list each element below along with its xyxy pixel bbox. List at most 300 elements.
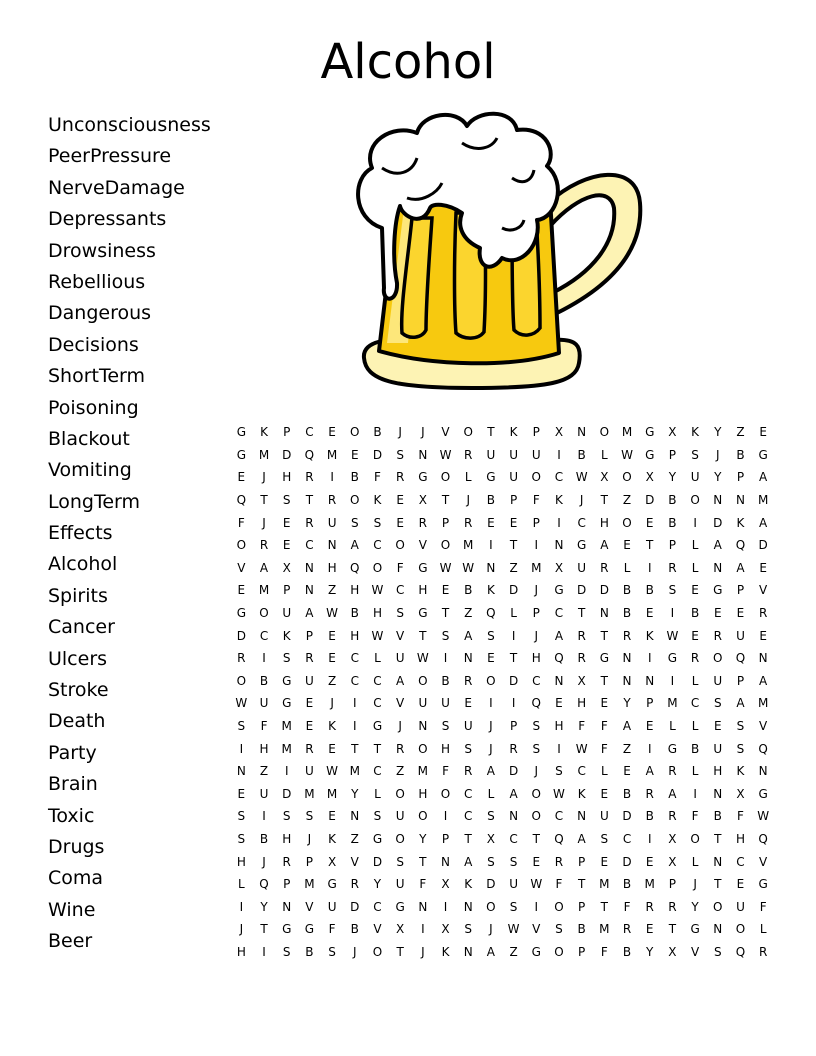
grid-letter: R xyxy=(464,447,473,462)
grid-letter: K xyxy=(328,719,337,734)
grid-letter: I xyxy=(353,719,357,734)
grid-letter: G xyxy=(282,673,292,688)
grid-letter: M xyxy=(599,922,610,937)
grid-letter: G xyxy=(758,786,768,801)
grid-letter: K xyxy=(736,515,745,530)
grid-letter: M xyxy=(757,696,769,711)
grid-letter: H xyxy=(554,719,564,734)
grid-letter: R xyxy=(464,764,473,779)
grid-letter: E xyxy=(441,583,450,598)
grid-letter: K xyxy=(486,583,495,598)
grid-letter: A xyxy=(713,538,722,553)
grid-letter: J xyxy=(421,944,425,959)
word-list-item: Death xyxy=(48,710,106,733)
grid-letter: R xyxy=(668,899,677,914)
grid-letter: S xyxy=(532,719,541,734)
grid-row xyxy=(230,624,775,647)
grid-letter: E xyxy=(600,786,609,801)
grid-letter: B xyxy=(622,944,632,959)
grid-letter: Z xyxy=(622,741,632,756)
grid-letter: U xyxy=(713,673,723,688)
grid-letter: O xyxy=(236,673,247,688)
grid-letter: Q xyxy=(554,831,564,846)
grid-letter: M xyxy=(304,786,315,801)
grid-letter: W xyxy=(462,560,475,575)
grid-letter: U xyxy=(327,899,337,914)
grid-letter: R xyxy=(758,944,768,959)
grid-letter: W xyxy=(553,786,565,801)
grid-letter: Y xyxy=(691,899,699,914)
grid-letter: S xyxy=(305,809,314,824)
grid-letter: Z xyxy=(396,764,405,779)
grid-letter: H xyxy=(577,696,587,711)
grid-letter: T xyxy=(260,922,268,937)
grid-letter: P xyxy=(578,854,586,869)
grid-letter: J xyxy=(330,696,334,711)
grid-letter: T xyxy=(509,651,518,666)
grid-row xyxy=(230,873,775,896)
grid-letter: N xyxy=(554,538,564,553)
grid-letter: F xyxy=(691,809,699,824)
grid-letter: H xyxy=(441,741,451,756)
grid-letter: B xyxy=(645,583,654,598)
grid-letter: P xyxy=(532,606,540,621)
grid-letter: W xyxy=(439,560,452,575)
grid-letter: X xyxy=(736,786,745,801)
grid-letter: S xyxy=(487,809,495,824)
grid-letter: I xyxy=(534,538,539,553)
grid-letter: A xyxy=(645,764,654,779)
grid-letter: S xyxy=(600,831,609,846)
grid-letter: A xyxy=(759,515,768,530)
grid-letter: U xyxy=(259,786,269,801)
grid-letter: T xyxy=(441,606,450,621)
grid-letter: M xyxy=(599,877,610,892)
grid-letter: D xyxy=(713,515,723,530)
grid-letter: Q xyxy=(735,944,746,959)
grid-letter: P xyxy=(283,583,291,598)
grid-letter: U xyxy=(486,447,496,462)
grid-letter: A xyxy=(759,470,768,485)
grid-letter: A xyxy=(759,673,768,688)
grid-letter: Z xyxy=(509,560,518,575)
grid-letter: M xyxy=(417,764,429,779)
grid-letter: X xyxy=(645,470,654,485)
grid-letter: J xyxy=(307,831,312,846)
grid-letter: D xyxy=(282,786,292,801)
grid-letter: R xyxy=(259,538,269,553)
grid-row xyxy=(230,783,775,806)
grid-letter: O xyxy=(236,538,247,553)
grid-letter: T xyxy=(487,425,495,440)
grid-letter: R xyxy=(395,741,405,756)
grid-letter: Q xyxy=(236,493,247,508)
grid-letter: I xyxy=(443,809,448,824)
grid-letter: U xyxy=(509,877,518,892)
grid-letter: O xyxy=(622,515,632,530)
grid-letter: I xyxy=(693,786,697,801)
grid-letter: E xyxy=(645,854,654,869)
grid-letter: E xyxy=(600,854,609,869)
grid-letter: M xyxy=(281,741,292,756)
grid-letter: K xyxy=(577,786,586,801)
grid-letter: F xyxy=(623,899,631,914)
word-list-item: Party xyxy=(48,741,97,764)
word-list-item: ShortTerm xyxy=(48,365,146,388)
grid-letter: W xyxy=(757,809,770,824)
grid-letter: C xyxy=(373,673,382,688)
grid-letter: D xyxy=(622,854,632,869)
grid-letter: R xyxy=(713,628,722,643)
grid-letter: G xyxy=(713,583,723,598)
grid-letter: O xyxy=(690,831,700,846)
grid-letter: C xyxy=(373,899,382,914)
grid-letter: S xyxy=(282,651,291,666)
grid-letter: N xyxy=(509,809,519,824)
grid-letter: S xyxy=(396,854,404,869)
grid-letter: F xyxy=(374,470,381,485)
grid-letter: T xyxy=(464,831,472,846)
grid-letter: I xyxy=(239,741,244,756)
grid-letter: K xyxy=(555,493,563,508)
grid-letter: S xyxy=(555,922,563,937)
grid-letter: X xyxy=(282,560,291,575)
grid-letter: Y xyxy=(260,899,268,914)
word-list-item: Beer xyxy=(48,930,93,953)
grid-letter: X xyxy=(554,425,564,440)
grid-letter: S xyxy=(282,493,291,508)
grid-letter: S xyxy=(237,831,246,846)
grid-letter: T xyxy=(396,944,404,959)
grid-letter: U xyxy=(599,809,609,824)
grid-letter: B xyxy=(622,877,632,892)
grid-letter: M xyxy=(531,560,542,575)
grid-letter: X xyxy=(600,470,609,485)
grid-letter: S xyxy=(509,854,518,869)
grid-letter: G xyxy=(645,447,655,462)
grid-letter: C xyxy=(736,854,745,869)
grid-letter: B xyxy=(373,425,382,440)
grid-letter: P xyxy=(509,719,518,734)
grid-row xyxy=(230,421,775,444)
grid-letter: U xyxy=(463,719,473,734)
grid-letter: S xyxy=(487,854,495,869)
grid-letter: I xyxy=(443,899,448,914)
grid-letter: G xyxy=(758,877,768,892)
grid-letter: N xyxy=(622,651,632,666)
grid-letter: I xyxy=(284,764,289,779)
grid-letter: U xyxy=(441,696,450,711)
grid-letter: V xyxy=(532,922,541,937)
grid-letter: R xyxy=(554,854,564,869)
grid-letter: F xyxy=(237,515,245,530)
grid-letter: I xyxy=(262,809,266,824)
grid-letter: O xyxy=(531,809,541,824)
grid-letter: E xyxy=(305,719,314,734)
grid-letter: G xyxy=(599,651,609,666)
grid-letter: S xyxy=(396,606,404,621)
grid-letter: G xyxy=(418,606,428,621)
grid-letter: Q xyxy=(735,538,746,553)
grid-letter: N xyxy=(645,673,655,688)
grid-letter: N xyxy=(236,764,246,779)
grid-letter: E xyxy=(237,470,246,485)
grid-letter: E xyxy=(396,515,404,530)
grid-letter: A xyxy=(668,786,677,801)
grid-letter: I xyxy=(443,651,448,666)
grid-letter: N xyxy=(713,560,723,575)
grid-letter: R xyxy=(237,651,246,666)
grid-letter: T xyxy=(577,877,586,892)
grid-letter: S xyxy=(736,719,745,734)
grid-letter: E xyxy=(691,583,699,598)
grid-letter: M xyxy=(258,447,270,462)
grid-letter: M xyxy=(326,447,338,462)
grid-letter: R xyxy=(690,651,700,666)
grid-letter: R xyxy=(305,741,314,756)
grid-letter: N xyxy=(599,606,609,621)
grid-letter: T xyxy=(600,628,609,643)
grid-letter: R xyxy=(577,651,586,666)
grid-letter: R xyxy=(305,515,314,530)
grid-letter: E xyxy=(305,696,314,711)
grid-letter: A xyxy=(486,944,496,959)
grid-letter: W xyxy=(575,741,588,756)
grid-letter: E xyxy=(509,515,518,530)
grid-letter: I xyxy=(511,696,516,711)
grid-letter: S xyxy=(464,922,473,937)
grid-letter: T xyxy=(260,493,268,508)
grid-letter: Q xyxy=(554,651,564,666)
grid-letter: K xyxy=(282,628,291,643)
grid-letter: J xyxy=(262,515,266,530)
grid-letter: C xyxy=(464,786,473,801)
grid-letter: Z xyxy=(509,944,518,959)
grid-letter: D xyxy=(645,493,655,508)
grid-letter: U xyxy=(259,696,269,711)
grid-letter: C xyxy=(395,583,405,598)
grid-letter: O xyxy=(622,470,632,485)
grid-letter: N xyxy=(713,493,723,508)
grid-letter: K xyxy=(464,877,473,892)
grid-letter: E xyxy=(759,560,767,575)
grid-letter: H xyxy=(418,583,428,598)
grid-letter: Y xyxy=(714,470,722,485)
grid-letter: N xyxy=(463,899,473,914)
grid-letter: Q xyxy=(758,831,768,846)
grid-row xyxy=(230,489,775,512)
grid-letter: R xyxy=(282,854,291,869)
grid-letter: G xyxy=(531,944,541,959)
grid-letter: B xyxy=(713,809,722,824)
grid-row xyxy=(230,511,775,534)
grid-letter: Q xyxy=(350,560,360,575)
grid-letter: G xyxy=(236,425,246,440)
grid-letter: C xyxy=(305,538,314,553)
grid-letter: E xyxy=(328,809,336,824)
grid-row xyxy=(230,534,775,557)
grid-letter: U xyxy=(395,877,405,892)
grid-letter: L xyxy=(487,786,495,801)
grid-letter: K xyxy=(328,831,337,846)
grid-letter: O xyxy=(554,899,564,914)
grid-letter: D xyxy=(758,538,768,553)
grid-letter: D xyxy=(577,583,587,598)
grid-letter: X xyxy=(396,922,405,937)
grid-letter: O xyxy=(372,944,383,959)
grid-letter: O xyxy=(440,470,451,485)
grid-letter: S xyxy=(441,719,450,734)
grid-letter: K xyxy=(373,493,382,508)
grid-letter: G xyxy=(667,651,678,666)
grid-letter: A xyxy=(600,538,609,553)
grid-letter: I xyxy=(647,560,652,575)
grid-letter: I xyxy=(557,515,561,530)
grid-letter: I xyxy=(330,470,334,485)
grid-letter: G xyxy=(282,922,292,937)
grid-letter: P xyxy=(509,493,518,508)
grid-letter: X xyxy=(441,877,450,892)
grid-letter: N xyxy=(350,809,360,824)
grid-letter: N xyxy=(554,673,564,688)
grid-letter: J xyxy=(693,877,697,892)
grid-letter: B xyxy=(350,470,359,485)
grid-letter: C xyxy=(464,809,473,824)
grid-letter: K xyxy=(645,628,654,643)
grid-letter: S xyxy=(713,696,722,711)
word-list-item: NerveDamage xyxy=(48,176,185,199)
grid-letter: C xyxy=(532,673,541,688)
grid-letter: L xyxy=(759,922,767,937)
grid-letter: B xyxy=(259,673,269,688)
grid-row xyxy=(230,466,775,489)
grid-letter: N xyxy=(758,764,768,779)
grid-letter: C xyxy=(350,651,359,666)
grid-letter: X xyxy=(668,831,677,846)
grid-row xyxy=(230,647,775,670)
grid-letter: O xyxy=(440,538,451,553)
grid-letter: A xyxy=(622,719,632,734)
grid-letter: T xyxy=(714,831,722,846)
grid-row xyxy=(230,737,775,760)
grid-letter: P xyxy=(532,515,540,530)
grid-letter: I xyxy=(647,651,652,666)
grid-letter: H xyxy=(372,606,382,621)
grid-letter: I xyxy=(421,922,425,937)
grid-row xyxy=(230,715,775,738)
grid-letter: F xyxy=(260,719,268,734)
grid-letter: L xyxy=(691,854,699,869)
grid-letter: F xyxy=(578,719,586,734)
grid-letter: P xyxy=(578,899,586,914)
grid-letter: L xyxy=(510,606,517,621)
grid-letter: D xyxy=(508,764,519,779)
grid-letter: L xyxy=(623,560,631,575)
grid-letter: H xyxy=(259,741,269,756)
grid-letter: P xyxy=(736,583,745,598)
grid-letter: C xyxy=(622,831,632,846)
grid-letter: L xyxy=(601,447,608,462)
grid-row xyxy=(230,895,775,918)
grid-letter: Y xyxy=(419,831,427,846)
grid-letter: A xyxy=(554,628,564,643)
grid-letter: J xyxy=(534,583,539,598)
grid-letter: E xyxy=(600,696,609,711)
grid-letter: A xyxy=(259,560,269,575)
grid-letter: W xyxy=(621,447,633,462)
grid-letter: N xyxy=(486,560,496,575)
grid-letter: G xyxy=(667,741,678,756)
grid-letter: F xyxy=(396,560,404,575)
grid-letter: O xyxy=(350,425,360,440)
grid-letter: C xyxy=(305,425,314,440)
grid-letter: U xyxy=(305,673,314,688)
grid-letter: U xyxy=(509,470,518,485)
grid-letter: P xyxy=(646,696,654,711)
grid-row xyxy=(230,670,775,693)
grid-letter: C xyxy=(554,606,564,621)
grid-letter: I xyxy=(534,899,539,914)
grid-letter: S xyxy=(282,944,291,959)
grid-letter: S xyxy=(532,741,541,756)
grid-letter: S xyxy=(350,515,359,530)
grid-letter: R xyxy=(305,651,314,666)
grid-letter: J xyxy=(534,764,539,779)
grid-letter: K xyxy=(441,944,450,959)
grid-letter: D xyxy=(372,447,383,462)
word-list-item: Unconsciousness xyxy=(48,114,211,136)
grid-letter: K xyxy=(736,764,745,779)
grid-letter: O xyxy=(440,786,451,801)
grid-letter: G xyxy=(645,425,655,440)
grid-letter: J xyxy=(489,741,493,756)
grid-letter: P xyxy=(578,944,586,959)
grid-letter: L xyxy=(601,764,608,779)
grid-letter: D xyxy=(350,899,360,914)
grid-row xyxy=(230,760,775,783)
grid-letter: D xyxy=(372,854,383,869)
grid-letter: I xyxy=(239,899,244,914)
grid-letter: G xyxy=(758,447,768,462)
grid-letter: N xyxy=(577,809,587,824)
grid-letter: G xyxy=(236,447,246,462)
grid-letter: B xyxy=(577,922,586,937)
grid-row xyxy=(230,918,775,941)
grid-letter: L xyxy=(374,651,381,666)
grid-letter: O xyxy=(486,673,496,688)
grid-row xyxy=(230,805,775,828)
grid-letter: N xyxy=(713,786,723,801)
grid-letter: H xyxy=(531,651,541,666)
grid-letter: M xyxy=(304,877,315,892)
grid-letter: O xyxy=(713,651,723,666)
grid-letter: W xyxy=(416,651,429,666)
grid-letter: M xyxy=(621,425,633,440)
grid-letter: P xyxy=(441,515,450,530)
grid-letter: I xyxy=(557,741,561,756)
word-list-item: Decisions xyxy=(48,333,139,356)
grid-letter: M xyxy=(667,696,678,711)
grid-letter: J xyxy=(421,425,425,440)
grid-letter: N xyxy=(418,899,428,914)
grid-letter: Y xyxy=(623,696,631,711)
grid-letter: I xyxy=(489,696,493,711)
grid-letter: V xyxy=(759,854,768,869)
grid-letter: R xyxy=(305,470,314,485)
grid-letter: F xyxy=(600,741,608,756)
grid-letter: T xyxy=(646,538,654,553)
grid-letter: N xyxy=(418,447,428,462)
